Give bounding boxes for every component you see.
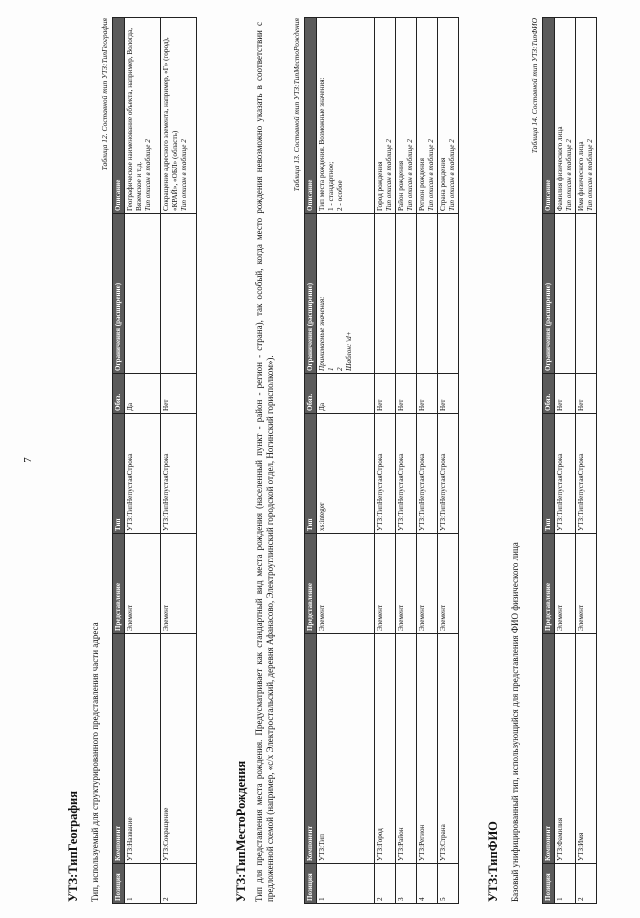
cell-required: Нет [160,374,196,414]
table-caption-13: Таблица 13. Составной тип УТЗ:ТипМестоРождения [292,18,301,192]
cell-type: УТЗ:ТипНепустаяСтрока [416,414,437,534]
cell-type: УТЗ:ТипНепустаяСтрока [124,414,160,534]
cell-representation: Элемент [575,534,596,634]
page-number: 7 [22,457,34,463]
col-header: Тип [543,414,555,534]
cell-restrictions [316,214,374,374]
table-header-row [113,18,125,904]
table-row [316,18,374,904]
cell-required: Нет [437,374,458,414]
cell-restrictions [124,214,160,374]
description-value: 2 - особое [335,180,344,211]
cell-type: УТЗ:ТипНепустаяСтрока [160,414,196,534]
description-ref: Тип описан в таблице 2 [585,139,594,211]
cell-type: УТЗ:ТипНепустаяСтрока [437,414,458,534]
description-text: Фамилия физического лица [555,126,564,211]
cell-position: 4 [416,864,437,904]
description-value: 1 - стандартное; [326,161,335,211]
cell-position: 1 [124,864,160,904]
cell-component: УТЗ:Имя [575,634,596,864]
section-intro-geography: Тип, используемый для структурированного представления части адреса [90,622,100,902]
cell-component: УТЗ:Регион [416,634,437,864]
description-ref: Тип описан в таблице 2 [143,139,152,211]
table-header-row [543,18,555,904]
col-header: Представление [305,534,317,634]
cell-required: Нет [395,374,416,414]
section-heading-geography: УТЗ:ТипГеография [66,791,80,902]
cell-component: УТЗ:Сокращение [160,634,196,864]
cell-representation: Элемент [160,534,196,634]
cell-component: УТЗ:Фамилия [554,634,575,864]
col-header: Компонент [305,634,317,864]
cell-position: 2 [160,864,196,904]
cell-description [416,18,437,214]
table-row [437,18,458,904]
cell-restrictions [437,214,458,374]
table-12 [112,17,197,904]
cell-description [124,18,160,214]
cell-representation: Элемент [374,534,395,634]
cell-description [437,18,458,214]
cell-required: Нет [575,374,596,414]
cell-component: УТЗ:Страна [437,634,458,864]
cell-description [160,18,196,214]
col-header: Позиция [113,864,125,904]
cell-position: 1 [554,864,575,904]
col-header: Тип [305,414,317,534]
description-ref: Тип описан в таблице 2 [447,139,456,211]
section-intro-birthplace: Тип для представления места рождения. Предусматривает как стандартный вид места рождения (населенный пункт - район - регион - страна), так особый, когда место рождения невозможно указать в соответствии с предложенной схемой (например, «с/х Электростальский, деревня Афанасово, Электроуглинский городской отдел, Ногинский горисполком»). [254,22,276,902]
col-header: Компонент [543,634,555,864]
description-text: Город рождения [375,161,384,211]
cell-position: 2 [374,864,395,904]
col-header: Позиция [543,864,555,904]
restriction-value: 2 [335,367,344,371]
description-text: Сокращение адресного элемента, например, «Г» (город), «КРАЙ», «ОБЛ» (область) [161,37,179,211]
col-header: Описание [305,18,317,214]
cell-description [374,18,395,214]
table-row [575,18,596,904]
description-ref: Тип описан в таблице 2 [384,139,393,211]
table-row [160,18,196,904]
cell-type: УТЗ:ТипНепустаяСтрока [395,414,416,534]
col-header: Описание [543,18,555,214]
table-row [395,18,416,904]
table-row [124,18,160,904]
cell-representation: Элемент [416,534,437,634]
cell-type: УТЗ:ТипНепустаяСтрока [575,414,596,534]
cell-description [554,18,575,214]
table-caption-12: Таблица 12. Составной тип УТЗ:ТипГеография [100,18,109,171]
col-header: Ограничения (расширение) [543,214,555,374]
col-header: Ограничения (расширение) [113,214,125,374]
cell-description [316,18,374,214]
col-header: Обяз. [305,374,317,414]
col-header: Описание [113,18,125,214]
cell-restrictions [554,214,575,374]
table-row [374,18,395,904]
cell-required: Нет [554,374,575,414]
cell-component: УТЗ:Название [124,634,160,864]
rotated-content [16,10,626,910]
section-intro-fio: Базовый унифицированный тип, использующийся для представления ФИО физического лица [510,542,520,902]
description-ref: Тип описан в таблице 2 [426,139,435,211]
cell-position: 1 [316,864,374,904]
cell-component: УТЗ:Район [395,634,416,864]
restriction-title: Принимаемые значения: [317,296,326,371]
cell-required: Нет [374,374,395,414]
cell-component: УТЗ:Город [374,634,395,864]
cell-restrictions [160,214,196,374]
cell-component: УТЗ:Тип [316,634,374,864]
col-header: Обяз. [113,374,125,414]
col-header: Тип [113,414,125,534]
cell-restrictions [395,214,416,374]
cell-representation: Элемент [395,534,416,634]
cell-restrictions [416,214,437,374]
description-text: Тип места рождения. Возможные значения: [317,77,326,211]
table-row [554,18,575,904]
cell-type: УТЗ:ТипНепустаяСтрока [374,414,395,534]
table-caption-14: Таблица 14. Составной тип УТЗ:ТипФИО [530,18,539,154]
description-ref: Тип описан в таблице 2 [564,139,573,211]
table-14 [542,17,597,904]
cell-description [395,18,416,214]
description-text: Регион рождения [417,158,426,211]
cell-required: Да [316,374,374,414]
section-heading-birthplace: УТЗ:ТипМестоРождения [234,760,248,902]
section-heading-fio: УТЗ:ТипФИО [486,821,500,902]
cell-representation: Элемент [554,534,575,634]
col-header: Обяз. [543,374,555,414]
description-text: Имя физического лица [576,141,585,211]
cell-position: 2 [575,864,596,904]
cell-restrictions [575,214,596,374]
col-header: Позиция [305,864,317,904]
cell-type: УТЗ:ТипНепустаяСтрока [554,414,575,534]
description-ref: Тип описан в таблице 2 [405,139,414,211]
cell-representation: Элемент [316,534,374,634]
cell-representation: Элемент [437,534,458,634]
description-text: Страна рождения [438,157,447,211]
cell-required: Да [124,374,160,414]
description-text: Географическое наименование объекта, например, Вологда, Вяземское и т.д. [125,27,143,211]
description-text: Район рождения [396,160,405,211]
restriction-template: Шаблон: \d+ [344,331,353,371]
cell-restrictions [374,214,395,374]
cell-position: 5 [437,864,458,904]
table-13 [304,17,459,904]
restriction-value: 1 [326,367,335,371]
table-row [416,18,437,904]
cell-type: xs:integer [316,414,374,534]
table-header-row [305,18,317,904]
description-ref: Тип описан в таблице 2 [179,139,188,211]
col-header: Компонент [113,634,125,864]
cell-description [575,18,596,214]
col-header: Представление [543,534,555,634]
col-header: Представление [113,534,125,634]
cell-representation: Элемент [124,534,160,634]
col-header: Ограничения (расширение) [305,214,317,374]
cell-required: Нет [416,374,437,414]
cell-position: 3 [395,864,416,904]
